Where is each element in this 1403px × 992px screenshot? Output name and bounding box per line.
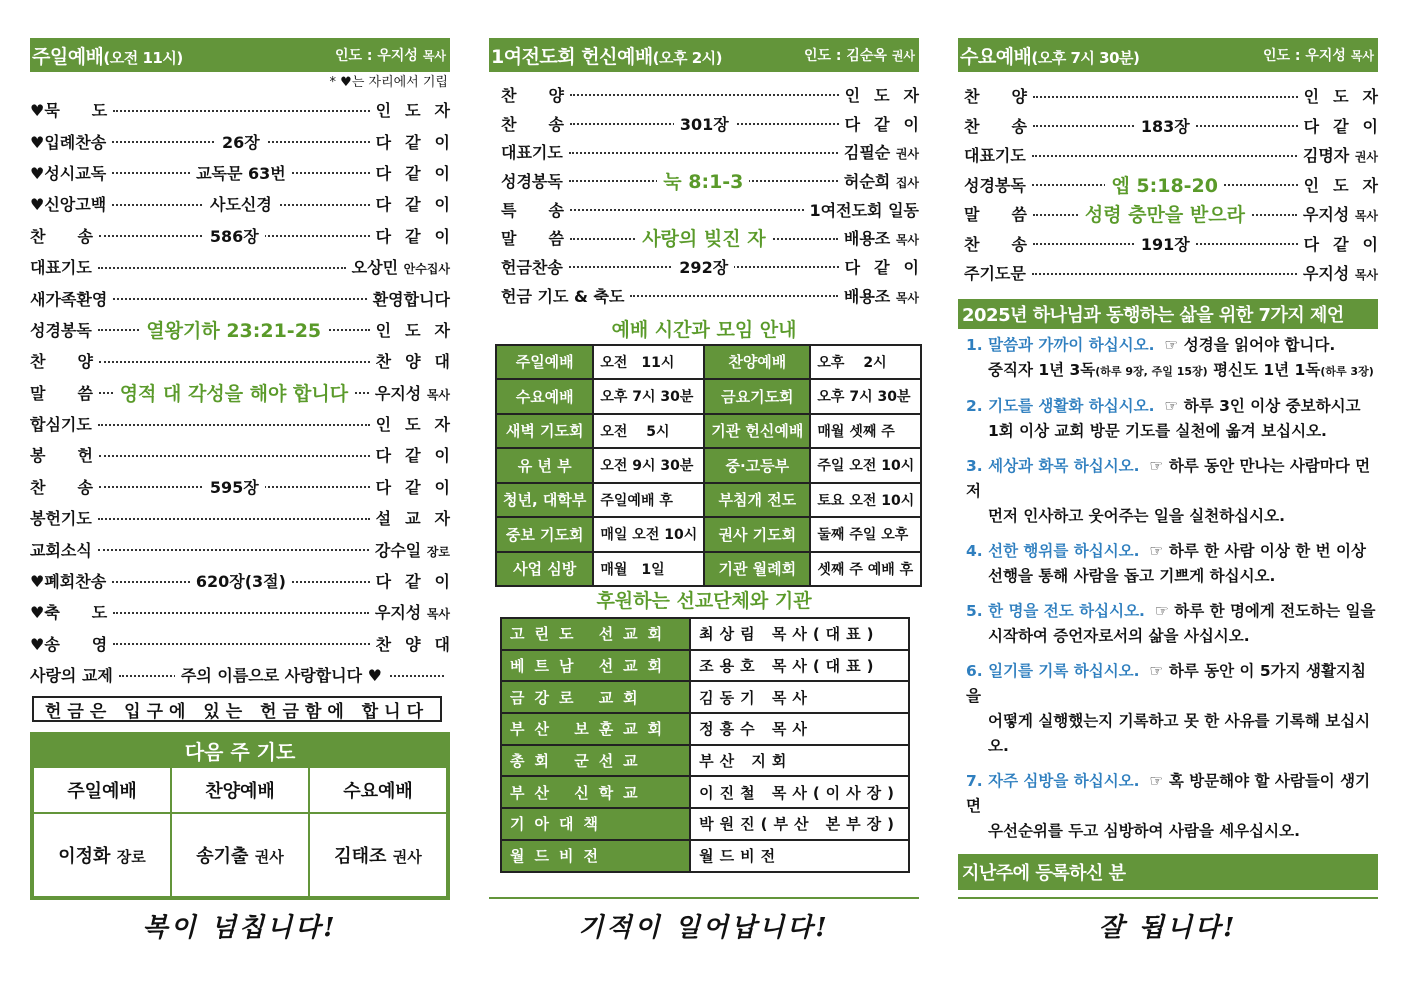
order-leader-dots [1032, 170, 1298, 200]
order-content: 사도신경 [204, 192, 278, 215]
order-row [964, 140, 1378, 170]
order-person: 인도자 [375, 101, 464, 121]
order-leader-dots [119, 659, 444, 690]
order-row [964, 111, 1392, 141]
order-label: 특 송 [501, 200, 564, 220]
order-leader-dots [113, 596, 369, 627]
schedule-time: 오후 7시 30분 [810, 379, 921, 414]
order-content: 595장 [204, 475, 265, 498]
order-content: 사랑의 빚진 자 [636, 224, 771, 251]
order-label: 찬 양 [30, 352, 93, 372]
proposal-detail-line: 선행을 통해 사람을 돕고 기쁘게 하십시오. [988, 566, 1276, 585]
proposal-number: 5. [966, 601, 983, 620]
order-label: 찬 송 [30, 477, 93, 497]
order-row [30, 188, 464, 219]
sunday-service-column [30, 38, 464, 900]
order-label: 대표기도 [964, 146, 1026, 166]
proposal-number: 1. [966, 335, 983, 354]
order-row [30, 533, 450, 564]
schedule-label: 주일예배 [496, 345, 593, 380]
proposal-detail: ☞ 하루 동안 이 5가지 생활지침을 [966, 661, 1366, 705]
proposals-title: 2025년 하나님과 동행하는 삶을 위한 7가지 제언 [958, 299, 1378, 329]
order-row [501, 195, 919, 224]
schedule-time: 둘째 주일 오후 [810, 517, 921, 552]
proposal-detail: ☞ 성경을 읽어야 합니다. [1164, 335, 1336, 354]
mission-row [501, 776, 909, 808]
wednesday-service-leader: 인도 : 우지성 목사 [1262, 48, 1374, 64]
order-label: 찬 송 [30, 226, 93, 246]
proposals-list [958, 329, 1378, 844]
next-week-prayer-table [32, 766, 448, 898]
order-row [30, 282, 450, 313]
mission-contact: 조용호 목사(대표) [690, 650, 909, 682]
order-person: 설교자 [375, 509, 464, 529]
schedule-label: 사업 심방 [496, 552, 593, 587]
proposal-item [966, 599, 1378, 649]
order-person: 찬양대 [375, 352, 464, 372]
order-content: 영적 대 각성을 해야 합니다 [114, 379, 354, 406]
order-person: 인도자 [1303, 175, 1392, 195]
footer-line [30, 897, 450, 899]
afternoon-service-title: 1여전도회 헌신예배(오후 2시) [491, 45, 723, 68]
order-label: 주기도문 [964, 264, 1026, 284]
missions-title: 후원하는 선교단체와 기관 [596, 590, 812, 612]
order-label: ♥축 도 [30, 603, 108, 623]
next-week-prayer-title: 다음 주 기도 [32, 734, 448, 766]
registered-title: 지난주에 등록하신 분 [958, 854, 1378, 890]
order-row [964, 199, 1378, 229]
sunday-service-leader: 인도 : 우지성 목사 [334, 48, 446, 64]
sunday-service-title: 주일예배(오전 11시) [32, 45, 183, 68]
proposal-item [966, 539, 1378, 589]
proposal-detail: ☞ 하루 3인 이상 중보하시고 [1164, 396, 1361, 415]
mission-row [501, 713, 909, 745]
proposal-detail-line: 우선순위를 두고 심방하여 사람을 세우십시오. [988, 821, 1300, 840]
order-person: 인도자 [375, 415, 464, 435]
order-person: 우지성 목사 [374, 383, 450, 403]
schedule-label: 부침개 전도 [704, 483, 810, 518]
order-content: 열왕기하 23:21-25 [140, 316, 327, 343]
order-person: 김명자 권사 [1302, 146, 1378, 166]
order-row [30, 345, 464, 376]
order-label: 찬 송 [964, 116, 1027, 136]
proposal-heading: 자주 심방을 하십시오. [988, 771, 1140, 790]
order-label: ♥신앙고백 [30, 195, 107, 215]
order-leader-dots [98, 533, 369, 564]
order-label: ♥송 영 [30, 634, 108, 654]
schedule-row [496, 345, 921, 380]
order-label: 헌금 기도 & 축도 [501, 286, 625, 306]
order-leader-dots [570, 80, 839, 109]
mission-contact: 정흥수 목사 [690, 713, 909, 745]
order-person: 다같이 [1303, 234, 1392, 254]
proposal-detail: ☞ 하루 한 사람 이상 한 번 이상 [1149, 541, 1366, 560]
mission-contact: 월드비전 [690, 840, 909, 872]
order-label: 성경봉독 [30, 320, 92, 340]
schedule-time: 오전 11시 [593, 345, 704, 380]
order-leader-dots [112, 188, 369, 219]
schedule-time: 오전 9시 30분 [593, 448, 704, 483]
mission-row [501, 840, 909, 872]
order-leader-dots [98, 408, 370, 439]
schedule-time: 오전 5시 [593, 414, 704, 449]
order-leader-dots [569, 137, 838, 166]
prayer-header: 주일예배 [33, 767, 171, 813]
mission-organization: 금강로 교회 [501, 681, 690, 713]
order-leader-dots [570, 195, 804, 224]
schedule-time: 오후 7시 30분 [593, 379, 704, 414]
order-row [30, 439, 464, 470]
mission-row [501, 745, 909, 777]
order-label: 새가족환영 [30, 289, 108, 309]
order-row [501, 80, 933, 109]
order-leader-dots [99, 439, 370, 470]
order-row [501, 137, 919, 166]
proposal-heading: 일기를 기록 하십시오. [988, 661, 1140, 680]
order-leader-dots [1032, 258, 1297, 288]
wednesday-order-list [958, 81, 1392, 288]
proposal-number: 2. [966, 396, 983, 415]
schedule-row [496, 414, 921, 449]
order-label: 대표기도 [30, 258, 92, 278]
proposal-heading: 세상과 화목 하십시오. [988, 456, 1140, 475]
prayer-name: 김태조 권사 [309, 813, 447, 897]
mission-organization: 부산 신학교 [501, 776, 690, 808]
order-label: 성경봉독 [964, 175, 1026, 195]
proposal-number: 6. [966, 661, 983, 680]
order-label: 합심기도 [30, 415, 92, 435]
next-week-prayer [30, 732, 450, 900]
order-row [30, 408, 464, 439]
order-label: 말 씀 [964, 205, 1027, 225]
standing-note: * ♥는 자리에서 기립 [329, 75, 448, 90]
proposal-detail: ☞ 하루 동안 만나는 사람마다 먼저 [966, 456, 1371, 500]
proposal-number: 7. [966, 771, 983, 790]
order-person: 오상민 안수집사 [351, 258, 450, 278]
prayer-header: 수요예배 [309, 767, 447, 813]
schedule-row [496, 552, 921, 587]
order-row [30, 94, 464, 125]
schedule-time: 주일예배 후 [593, 483, 704, 518]
afternoon-service-column [489, 38, 933, 873]
order-person: 다같이 [844, 114, 933, 134]
order-person: 다같이 [375, 163, 464, 183]
order-row [964, 229, 1392, 259]
schedule-title: 예배 시간과 모임 안내 [611, 318, 797, 341]
schedule-table [495, 344, 922, 588]
mission-organization: 기아대책 [501, 808, 690, 840]
mission-contact: 이진철 목사(이사장) [690, 776, 909, 808]
order-person: 다같이 [375, 446, 464, 466]
order-leader-dots [112, 125, 369, 156]
mission-row [501, 618, 909, 650]
order-person: 허순희 집사 [843, 171, 919, 191]
schedule-label: 기관 헌신예배 [704, 414, 810, 449]
schedule-label: 권사 기도회 [704, 517, 810, 552]
order-label: 사랑의 교제 [30, 666, 113, 686]
proposal-number: 3. [966, 456, 983, 475]
schedule-row [496, 448, 921, 483]
order-leader-dots [113, 282, 366, 313]
mission-organization: 고린도 선교회 [501, 618, 690, 650]
order-person: 다같이 [844, 257, 933, 277]
order-label: 봉헌기도 [30, 509, 92, 529]
mission-contact: 최상림 목사(대표) [690, 618, 909, 650]
order-content: 주의 이름으로 사랑합니다 ♥ [175, 663, 388, 686]
order-leader-dots [569, 252, 839, 281]
order-leader-dots [99, 220, 370, 251]
schedule-label: 수요예배 [496, 379, 593, 414]
order-row [30, 314, 464, 345]
order-row [501, 252, 933, 281]
order-leader-dots [1033, 111, 1298, 141]
schedule-row [496, 483, 921, 518]
order-label: 말 씀 [30, 383, 93, 403]
order-leader-dots [99, 471, 370, 502]
mission-organization: 부산 보훈교회 [501, 713, 690, 745]
order-leader-dots [99, 377, 369, 408]
order-row [501, 166, 919, 195]
order-content: 교독문 63번 [190, 161, 292, 184]
order-person: 다같이 [375, 572, 464, 592]
schedule-label: 금요기도회 [704, 379, 810, 414]
order-label: 헌금찬송 [501, 257, 563, 277]
mission-organization: 월드비전 [501, 840, 690, 872]
proposal-detail-line: 어떻게 실행했는지 기록하고 못 한 사유를 기록해 보십시오. [988, 711, 1371, 755]
order-row [30, 125, 464, 156]
order-label: 교회소식 [30, 540, 92, 560]
order-content: 292장 [673, 255, 734, 278]
proposal-heading: 한 명을 전도 하십시오. [988, 601, 1145, 620]
order-leader-dots [112, 565, 369, 596]
proposal-item [966, 659, 1378, 759]
order-person: 인도자 [1303, 87, 1392, 107]
order-content: 엡 5:18-20 [1105, 171, 1224, 198]
slogan-miracle: 기적이 일어납니다! [578, 912, 830, 943]
order-label: ♥폐회찬송 [30, 572, 107, 592]
mission-row [501, 808, 909, 840]
order-leader-dots [98, 502, 370, 533]
order-row [964, 81, 1392, 111]
slogan-blessing: 복이 넘칩니다! [142, 912, 338, 943]
order-row [30, 659, 450, 690]
afternoon-order-list [489, 80, 933, 310]
proposal-item [966, 454, 1378, 529]
order-person: 우지성 목사 [1302, 264, 1378, 284]
proposal-detail-line: 시작하여 증언자로서의 삶을 사십시오. [988, 626, 1250, 645]
order-label: 성경봉독 [501, 171, 563, 191]
offering-notice: 헌금은 입구에 있는 헌금함에 합니다 [32, 696, 442, 722]
proposal-heading: 말씀과 가까이 하십시오. [988, 335, 1155, 354]
order-leader-dots [1033, 229, 1298, 259]
order-leader-dots [570, 109, 839, 138]
schedule-time: 토요 오전 10시 [810, 483, 921, 518]
schedule-time: 매일 오전 10시 [593, 517, 704, 552]
proposal-detail-line: 1회 이상 교회 방문 기도를 실천에 옮겨 보십시오. [988, 421, 1327, 440]
footer-line [489, 897, 919, 899]
missions-table [500, 617, 910, 873]
order-content: 620장(3절) [190, 569, 292, 592]
wednesday-service-header [958, 38, 1378, 72]
order-leader-dots [98, 251, 346, 282]
order-label: 찬 양 [964, 87, 1027, 107]
sunday-service-header [30, 38, 450, 72]
order-person: 인도자 [375, 320, 464, 340]
slogan-wellbeing: 잘 됩니다! [1098, 912, 1238, 943]
order-label: 말 씀 [501, 229, 564, 249]
schedule-label: 중·고등부 [704, 448, 810, 483]
wednesday-service-column [958, 38, 1392, 890]
wednesday-service-title: 수요예배(오후 7시 30분) [960, 45, 1140, 68]
order-row [30, 157, 464, 188]
schedule-time: 매월 셋째 주 [810, 414, 921, 449]
footer-line [958, 897, 1378, 899]
order-row [30, 628, 464, 659]
afternoon-service-leader: 인도 : 김순옥 권사 [803, 48, 915, 64]
order-row [30, 251, 450, 282]
order-person: 우지성 목사 [1302, 205, 1378, 225]
order-content: 183장 [1135, 114, 1196, 137]
order-leader-dots [1033, 199, 1297, 229]
order-row [501, 109, 933, 138]
order-label: ♥성시교독 [30, 163, 107, 183]
order-row [30, 377, 450, 408]
schedule-time: 오후 2시 [810, 345, 921, 380]
order-leader-dots [113, 628, 369, 659]
order-person: 강수일 장로 [374, 540, 450, 560]
order-person: 우지성 목사 [374, 603, 450, 623]
order-content: 성령 충만을 받으라 [1079, 200, 1251, 227]
schedule-time: 매월 1일 [593, 552, 704, 587]
order-person: 배용조 목사 [843, 229, 919, 249]
proposal-heading: 기도를 생활화 하십시오. [988, 396, 1155, 415]
mission-row [501, 681, 909, 713]
order-leader-dots [98, 314, 370, 345]
order-leader-dots [569, 166, 838, 195]
order-person: 다같이 [375, 195, 464, 215]
order-row [30, 596, 450, 627]
order-content: 26장 [216, 130, 266, 153]
schedule-label: 새벽 기도회 [496, 414, 593, 449]
order-row [30, 471, 464, 502]
order-person: 다같이 [1303, 116, 1392, 136]
order-person: 다같이 [375, 132, 464, 152]
schedule-row [496, 379, 921, 414]
order-label: 찬 송 [964, 234, 1027, 254]
order-leader-dots [1032, 140, 1297, 170]
mission-organization: 베트남 선교회 [501, 650, 690, 682]
order-content: 586장 [204, 224, 265, 247]
order-content: 눅 8:1-3 [657, 167, 749, 194]
proposal-item [966, 769, 1378, 844]
order-leader-dots [113, 94, 369, 125]
order-label: 대표기도 [501, 143, 563, 163]
sunday-order-list [30, 94, 464, 690]
mission-contact: 박원진(부산 본부장) [690, 808, 909, 840]
order-row [30, 220, 464, 251]
mission-contact: 김동기 목사 [690, 681, 909, 713]
proposal-item [966, 394, 1378, 444]
order-person: 김필순 권사 [843, 143, 919, 163]
order-row [964, 170, 1392, 200]
prayer-name: 이정화 장로 [33, 813, 171, 897]
proposal-detail-line: 중직자 1년 3독(하루 9장, 주일 15장) 평신도 1년 1독(하루 3장) [988, 360, 1374, 379]
proposal-item [966, 333, 1378, 384]
order-content: 191장 [1135, 232, 1196, 255]
order-person: 인도자 [844, 85, 933, 105]
order-person: 환영합니다 [372, 289, 450, 309]
schedule-label: 찬양예배 [704, 345, 810, 380]
mission-row [501, 650, 909, 682]
order-label: 봉 헌 [30, 446, 93, 466]
proposal-detail: ☞ 혹 방문해야 할 사람들이 생기면 [966, 771, 1371, 815]
order-row [501, 223, 919, 252]
prayer-name: 송기출 권사 [171, 813, 309, 897]
order-row [30, 502, 464, 533]
order-person: 배용조 목사 [843, 286, 919, 306]
proposal-detail: ☞ 하루 한 명에게 전도하는 일을 [1154, 601, 1376, 620]
proposal-detail-line: 먼저 인사하고 웃어주는 일을 실천하십시오. [988, 506, 1285, 525]
mission-organization: 총회 군선교 [501, 745, 690, 777]
order-label: 찬 양 [501, 85, 564, 105]
order-person: 찬양대 [375, 634, 464, 654]
schedule-label: 유 년 부 [496, 448, 593, 483]
schedule-label: 청년, 대학부 [496, 483, 593, 518]
afternoon-service-header [489, 38, 919, 72]
order-leader-dots [630, 281, 837, 310]
order-row [30, 565, 464, 596]
order-leader-dots [112, 157, 369, 188]
proposal-number: 4. [966, 541, 983, 560]
order-person: 다같이 [375, 226, 464, 246]
mission-contact: 부산 지회 [690, 745, 909, 777]
order-label: ♥묵 도 [30, 101, 108, 121]
order-row [501, 281, 919, 310]
order-person: 다같이 [375, 477, 464, 497]
order-content: 301장 [674, 112, 735, 135]
schedule-time: 주일 오전 10시 [810, 448, 921, 483]
order-leader-dots [99, 345, 370, 376]
schedule-label: 기관 월례회 [704, 552, 810, 587]
schedule-row [496, 517, 921, 552]
order-label: ♥입례찬송 [30, 132, 107, 152]
order-row [964, 258, 1378, 288]
proposal-heading: 선한 행위를 하십시오. [988, 541, 1140, 560]
order-leader-dots [570, 223, 838, 252]
order-leader-dots [1033, 81, 1298, 111]
order-person: 1여전도회 일동 [809, 200, 919, 220]
order-label: 찬 송 [501, 114, 564, 134]
schedule-label: 중보 기도회 [496, 517, 593, 552]
prayer-header: 찬양예배 [171, 767, 309, 813]
schedule-time: 셋째 주 예배 후 [810, 552, 921, 587]
